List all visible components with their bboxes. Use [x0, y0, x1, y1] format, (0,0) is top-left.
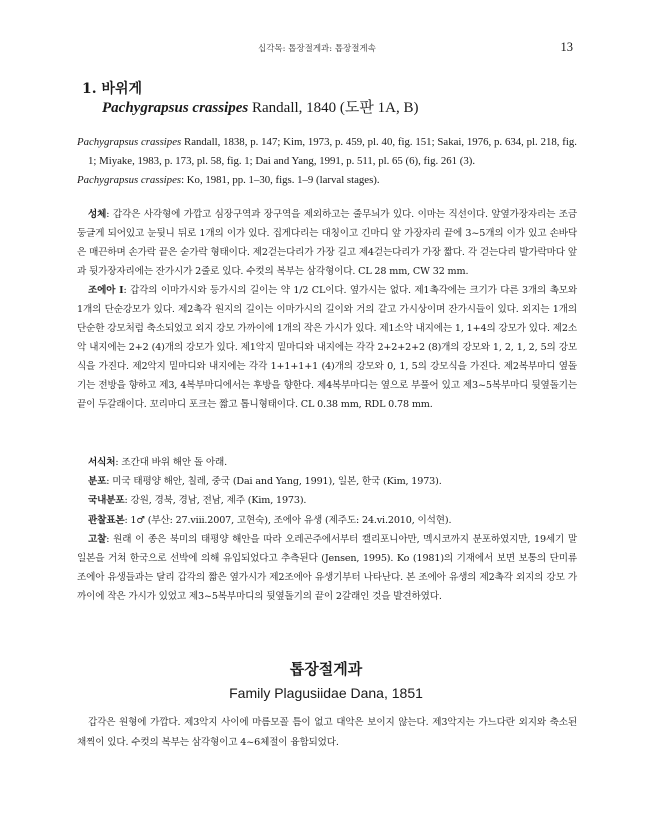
species-description [77, 205, 577, 414]
specimen-paragraph [77, 511, 577, 530]
family-description-paragraph: 갑각은 원형에 가깝다. 제3악지 사이에 마름모꼴 틈이 없고 대악은 보이지 않는다. 제3악지는 가느다란 외지와 축소된 채찍이 있다. 수컷의 복부는 삼각형이고 4~6체절이 융합되었다. [77, 717, 577, 748]
zoea-paragraph [77, 281, 577, 414]
family-description [77, 713, 577, 752]
species-scientific-name: Pachygrapsus crassipes [102, 100, 249, 116]
synonym-citation: : Ko, 1981, pp. 1–30, figs. 1–9 (larval stages). [181, 174, 380, 186]
range-text: : 미국 태평양 해안, 칠레, 중국 (Dai and Yang, 1991), 일본, 한국 (Kim, 1973). [106, 476, 442, 488]
species-authority: Randall, 1840 [248, 100, 340, 116]
synonym-name: Pachygrapsus crassipes [77, 174, 182, 186]
adult-paragraph [77, 205, 577, 281]
range-label: 분포 [88, 476, 107, 488]
family-korean-name: 톱장절게과 [289, 660, 363, 678]
species-number-line [82, 80, 582, 98]
korea-range-paragraph [77, 491, 577, 510]
habitat-label: 서식처 [88, 457, 116, 468]
species-name-line [102, 98, 582, 118]
remarks-label: 고찰 [88, 533, 107, 545]
synonym-citation: Randall, 1838, p. 147; Kim, 1973, p. 459, pl. 40, fig. 151; Sakai, 1976, p. 634, pl. 218, fig. 1; Miyake, 1983, p. 173, pl. 58, fig. 1; Dai and Yang, 1991, p. 511, pl. 65 (6), fig. 261 (3). [88, 136, 577, 167]
adult-text: : 갑각은 사각형에 가깝고 심장구역과 장구역을 제외하고는 줄무늬가 있다. 이마는 직선이다. 앞옆가장자리는 조금 둥글게 되어있고 눈뒷니 뒤로 1개의 이가 있다. 집게다리는 대칭이고 긴마디 앞 가장자리 끝에 3~5개의 이가 있고 손바닥은 매끈하며 손가락 끝은 숟가락 형태이다. 제2걷는다리가 가장 길고 제4걷는다리가 가장 짧다. 각 걷는다리 발가락마다 앞과 뒷가장자리에는 잔가시가 2줄로 있다. 수컷의 복부는 삼각형이다. CL 28 mm, CW 32 mm. [77, 209, 577, 277]
synonymy-entry [77, 171, 577, 190]
species-korean-name: 바위게 [101, 81, 143, 97]
specimen-text: : 1♂ (부산: 27.viii.2007, 고현숙), 조에아 유생 (제주도: 24.vi.2010, 이석현). [124, 514, 452, 526]
synonymy-entry [77, 133, 577, 171]
family-heading [0, 659, 652, 703]
running-title: 십각목: 톱장절게과: 톱장절게속 [258, 44, 376, 54]
specimen-label: 관찰표본 [88, 514, 125, 526]
korea-range-text: : 강원, 경북, 경남, 전남, 제주 (Kim, 1973). [124, 495, 307, 507]
zoea-text: : 갑각의 이마가시와 등가시의 길이는 약 1/2 CL이다. 옆가시는 없다. 제1촉각에는 크기가 다른 3개의 촉모와 1개의 단순강모가 있다. 제2촉각 원지의 길이는 이마가시의 길이와 거의 같고 가시상이며 잔가시들이 있다. 외지는 1개의 단순한 강모처럼 축소되었고 외지 강모 가까이에 1개의 작은 가시가 있다. 제1소악 내지에는 1, 1+4의 강모가 있다. 제2소악 내지에는 2+2 (4)개의 강모가 있다. 제1악지 밑마디와 내지에는 각각 2+2+2+2 (8)개의 강모와 1, 2, 1, 2, 5의 강모식을 가진다. 제2악지 밑마디와 내지에는 각각 1+1+1+1 (4)개의 강모와 0, 1, 5의 강모식을 가진다. 제2복부마디 옆돌기는 전방을 향하고 제3, 4복부마디에서는 후방을 향한다. 제4복부마디는 옆으로 부풀어 있고 제3~5복부마디 뒷옆돌기는 끝이 두갈래이다. 꼬리마디 포크는 짧고 톱니형태이다. CL 0.38 mm, RDL 0.78 mm. [77, 285, 577, 410]
remarks-text: : 원래 이 종은 북미의 태평양 해안을 따라 오레곤주에서부터 캘리포니아만, 멕시코까지 분포하였지만, 19세기 말 일본을 거쳐 한국으로 선박에 의해 유입되었다고 추측된다 (Jensen, 1995). Ko (1981)의 기재에서 보면 보통의 단미류 조에아 유생들과는 달리 갑각의 짧은 옆가시가 제2조에아 유생기부터 나타난다. 본 조에아 유생의 제2촉각 외지의 강모 가까이에 작은 가시가 있었고 제3~5복부마디의 뒷옆돌기의 끝이 2갈래인 것을 발견하였다. [77, 533, 577, 603]
habitat-text: : 조간대 바위 해안 돌 아래. [115, 457, 228, 468]
range-paragraph [77, 472, 577, 491]
adult-label: 성체 [88, 209, 107, 220]
remarks-paragraph [77, 530, 577, 607]
species-heading [82, 80, 582, 118]
running-head [0, 40, 652, 56]
korea-range-label: 국내분포 [88, 495, 125, 507]
species-number: 1. [82, 81, 97, 97]
zoea-label: 조에아 I [88, 285, 124, 296]
family-english-name: Family Plagusiidae Dana, 1851 [229, 685, 423, 701]
synonym-name: Pachygrapsus crassipes [77, 136, 182, 148]
synonymy [77, 133, 577, 190]
habitat-paragraph [77, 453, 577, 472]
species-plate-ref: (도판 1A, B) [339, 100, 419, 116]
distribution-section [77, 453, 577, 607]
page-number: 13 [560, 40, 573, 54]
